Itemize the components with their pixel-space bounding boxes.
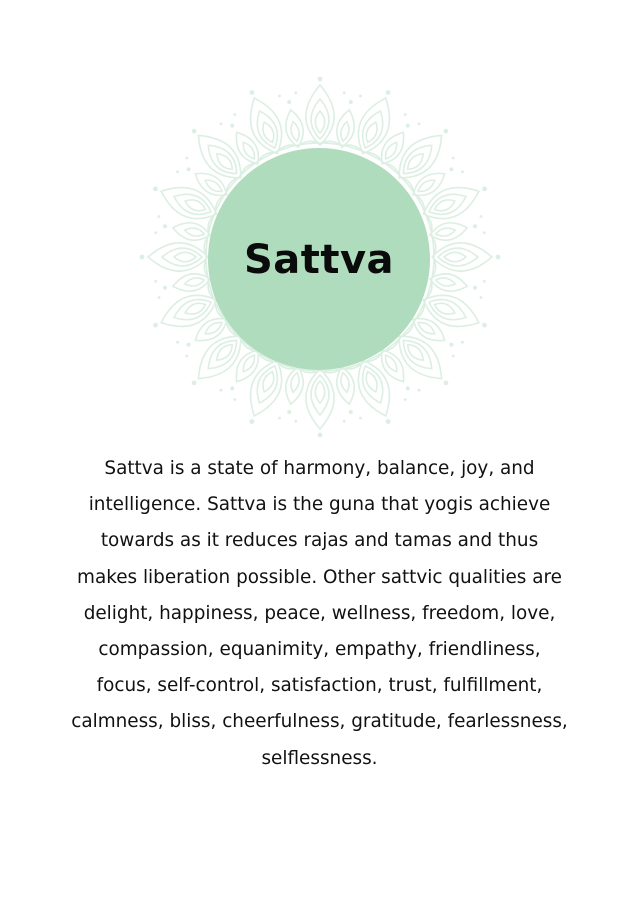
mandala-stroke xyxy=(341,122,349,142)
mandala-dot xyxy=(461,341,464,344)
mandala-stroke xyxy=(436,278,456,286)
mandala-dot xyxy=(153,323,158,328)
mandala-dot xyxy=(343,420,346,423)
mandala-dot xyxy=(483,231,486,234)
mandala-dot xyxy=(233,398,236,401)
mandala-dot xyxy=(461,170,464,173)
mandala-dot xyxy=(220,389,223,392)
mandala-stroke xyxy=(173,274,210,291)
mandala-stroke xyxy=(291,373,299,393)
mandala-dot xyxy=(406,124,410,128)
mandala-dot xyxy=(406,386,410,390)
mandala-stroke xyxy=(306,369,334,429)
mandala-stroke xyxy=(366,122,377,142)
mandala-stroke xyxy=(185,278,205,286)
mandala-dot xyxy=(230,386,234,390)
mandala-dot xyxy=(404,113,407,116)
mandala-stroke xyxy=(205,180,222,191)
mandala-stroke xyxy=(286,110,303,147)
mandala-stroke xyxy=(263,122,274,142)
mandala-dot xyxy=(452,355,455,358)
mandala-stroke xyxy=(337,110,354,147)
mandala-stroke xyxy=(291,122,299,142)
mandala-dot xyxy=(482,187,487,192)
mandala-stroke xyxy=(306,85,334,145)
mandala-dot xyxy=(294,420,297,423)
mandala-dot xyxy=(220,122,223,125)
mandala-stroke xyxy=(173,223,210,240)
mandala-stroke xyxy=(435,303,455,314)
mandala-stroke xyxy=(366,372,377,392)
mandala-dot xyxy=(444,381,449,386)
mandala-dot xyxy=(343,91,346,94)
mandala-dot xyxy=(287,410,291,414)
mandala-dot xyxy=(278,417,281,420)
mandala-stroke xyxy=(436,228,456,236)
mandala-stroke xyxy=(435,200,455,211)
mandala-dot xyxy=(483,280,486,283)
mandala-stroke xyxy=(418,323,435,334)
mandala-dot xyxy=(250,90,255,95)
mandala-dot xyxy=(418,122,421,125)
mandala-dot xyxy=(250,419,255,424)
mandala-dot xyxy=(480,215,483,218)
mandala-stroke xyxy=(185,228,205,236)
page-title: Sattva xyxy=(243,237,395,283)
mandala-dot xyxy=(318,433,323,438)
mandala-stroke xyxy=(418,180,435,191)
mandala-stroke xyxy=(430,274,467,291)
mandala-stroke xyxy=(386,142,397,159)
mandala-dot xyxy=(496,255,501,260)
mandala-dot xyxy=(192,381,197,386)
mandala-stroke xyxy=(315,111,324,133)
mandala-dot xyxy=(140,255,145,260)
mandala-dot xyxy=(349,410,353,414)
mandala-dot xyxy=(452,157,455,160)
mandala-dot xyxy=(176,170,179,173)
mandala-stroke xyxy=(408,154,424,170)
mandala-dot xyxy=(163,286,167,290)
mandala-dot xyxy=(233,113,236,116)
mandala-dot xyxy=(153,187,158,192)
mandala-dot xyxy=(278,95,281,98)
mandala-stroke xyxy=(174,252,196,261)
mandala-stroke xyxy=(198,135,240,177)
mandala-stroke xyxy=(148,243,208,271)
mandala-dot xyxy=(294,91,297,94)
mandala-dot xyxy=(449,167,453,171)
mandala-dot xyxy=(163,224,167,228)
mandala-dot xyxy=(473,286,477,290)
mandala-dot xyxy=(449,343,453,347)
mandala-dot xyxy=(192,129,197,134)
mandala-stroke xyxy=(205,323,222,334)
mandala-stroke xyxy=(243,355,254,372)
mandala-stroke xyxy=(198,336,240,378)
mandala-stroke xyxy=(185,200,205,211)
mandala-dot xyxy=(185,355,188,358)
mandala-dot xyxy=(154,231,157,234)
mandala-dot xyxy=(187,343,191,347)
mandala-stroke xyxy=(432,243,492,271)
mandala-stroke xyxy=(337,367,354,404)
mandala-dot xyxy=(158,215,161,218)
mandala-stroke xyxy=(399,135,441,177)
mandala-stroke xyxy=(444,252,466,261)
mandala-dot xyxy=(185,157,188,160)
mandala-dot xyxy=(404,398,407,401)
description-text: Sattva is a state of harmony, balance, joy, and intelligence. Sattva is the guna that yogis achieve towards as it reduces rajas and tamas and thus makes liberation possible. Other sattvic qualities are delight, happiness, peace, wellness, freedom, love, compassion, equanimity, empathy, friendliness, focus, self-control, satisfaction, trust, fulfillment, calmness, bliss, cheerfulness, gratitude, fearlessness, selflessness. xyxy=(71,458,568,769)
mandala-stroke xyxy=(399,336,441,378)
mandala-dot xyxy=(187,167,191,171)
mandala-dot xyxy=(287,100,291,104)
mandala-dot xyxy=(482,323,487,328)
mandala-stroke xyxy=(185,303,205,314)
mandala-dot xyxy=(359,95,362,98)
mandala-dot xyxy=(418,389,421,392)
mandala-stroke xyxy=(243,142,254,159)
mandala-dot xyxy=(154,280,157,283)
mandala-dot xyxy=(158,296,161,299)
mandala-dot xyxy=(349,100,353,104)
mandala-dot xyxy=(480,296,483,299)
mandala-stroke xyxy=(263,372,274,392)
mandala-stroke xyxy=(217,154,233,170)
mandala-stroke xyxy=(386,355,397,372)
mandala-dot xyxy=(359,417,362,420)
mandala-stroke xyxy=(408,345,424,361)
mandala-stroke xyxy=(341,373,349,393)
mandala-stroke xyxy=(315,381,324,403)
mandala-dot xyxy=(318,77,323,82)
mandala-stroke xyxy=(286,367,303,404)
mandala-dot xyxy=(176,341,179,344)
mandala-dot xyxy=(230,124,234,128)
mandala-stroke xyxy=(430,223,467,240)
mandala-dot xyxy=(386,90,391,95)
mandala-dot xyxy=(444,129,449,134)
center-disc xyxy=(208,148,430,370)
mandala-stroke xyxy=(217,345,233,361)
mandala-dot xyxy=(386,419,391,424)
mandala-dot xyxy=(473,224,477,228)
